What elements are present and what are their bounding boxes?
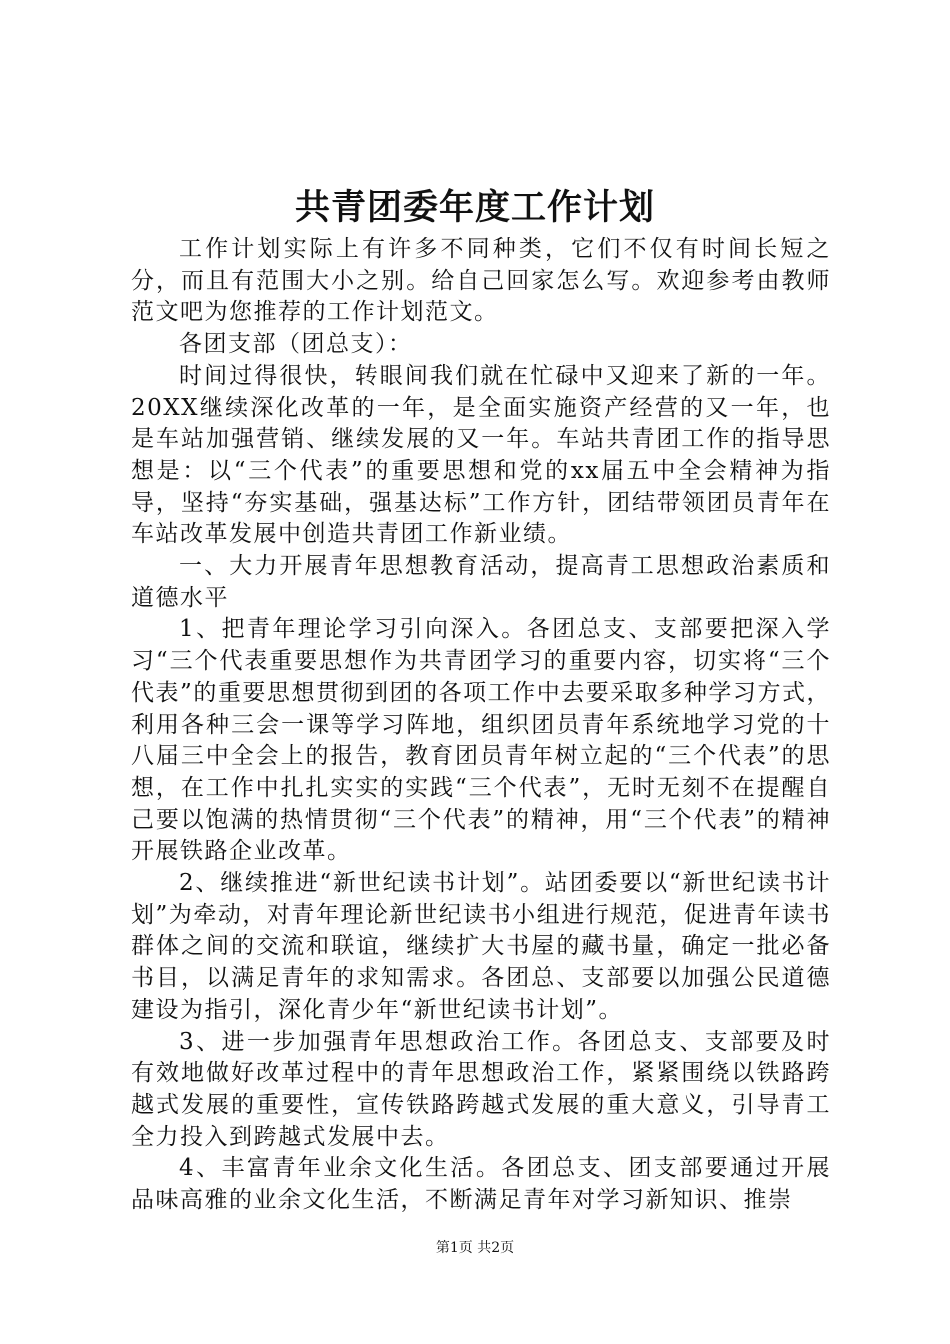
section-heading-1: 一、大力开展青年思想教育活动，提高青工思想政治素质和道德水平 xyxy=(131,553,831,611)
paragraph-intro: 工作计划实际上有许多不同种类，它们不仅有时间长短之分，而且有范围大小之别。给自己回家怎么写。欢迎参考由教师范文吧为您推荐的工作计划范文。 xyxy=(131,236,831,326)
document-title: 共青团委年度工作计划 xyxy=(294,187,655,228)
paragraph-overview: 时间过得很快，转眼间我们就在忙碌中又迎来了新的一年。20XX继续深化改革的一年，是全面实施资产经营的又一年，也是车站加强营销、继续发展的又一年。车站共青团工作的指导思想是：以“三个代表”的重要思想和党的xx届五中全会精神为指导，坚持“夯实基础，强基达标”工作方针，团结带领团员青年在车站改革发展中创造共青团工作新业绩。 xyxy=(131,362,831,548)
paragraph-item-1: 1、把青年理论学习引向深入。各团总支、支部要把深入学习“三个代表重要思想作为共青团学习的重要内容，切实将“三个代表”的重要思想贯彻到团的各项工作中去要采取多种学习方式，利用各种三会一课等学习阵地，组织团员青年系统地学习党的十八届三中全会上的报告，教育团员青年树立起的“三个代表”的思想，在工作中扎扎实实的实践“三个代表”，无时无刻不在提醒自己要以饱满的热情贯彻“三个代表”的精神，用“三个代表”的精神开展铁路企业改革。 xyxy=(131,616,831,865)
paragraph-item-3: 3、进一步加强青年思想政治工作。各团总支、支部要及时有效地做好改革过程中的青年思想政治工作，紧紧围绕以铁路跨越式发展的重要性，宣传铁路跨越式发展的重大意义，引导青工全力投入到跨越式发展中去。 xyxy=(131,1028,831,1150)
paragraph-item-2: 2、继续推进“新世纪读书计划”。站团委要以“新世纪读书计划”为牵动，对青年理论新世纪读书小组进行规范，促进青年读书群体之间的交流和联谊，继续扩大书屋的藏书量，确定一批必备书目，以满足青年的求知需求。各团总、支部要以加强公民道德建设为指引，深化青少年“新世纪读书计划”。 xyxy=(131,870,831,1023)
document-body xyxy=(131,234,831,1217)
page-number-footer: 第1页 共2页 xyxy=(435,1240,515,1256)
paragraph-salutation: 各团支部（团总支）： xyxy=(179,331,413,358)
paragraph-item-4: 4、丰富青年业余文化生活。各团总支、团支部要通过开展品味高雅的业余文化生活，不断满足青年对学习新知识、推崇 xyxy=(131,1155,831,1214)
